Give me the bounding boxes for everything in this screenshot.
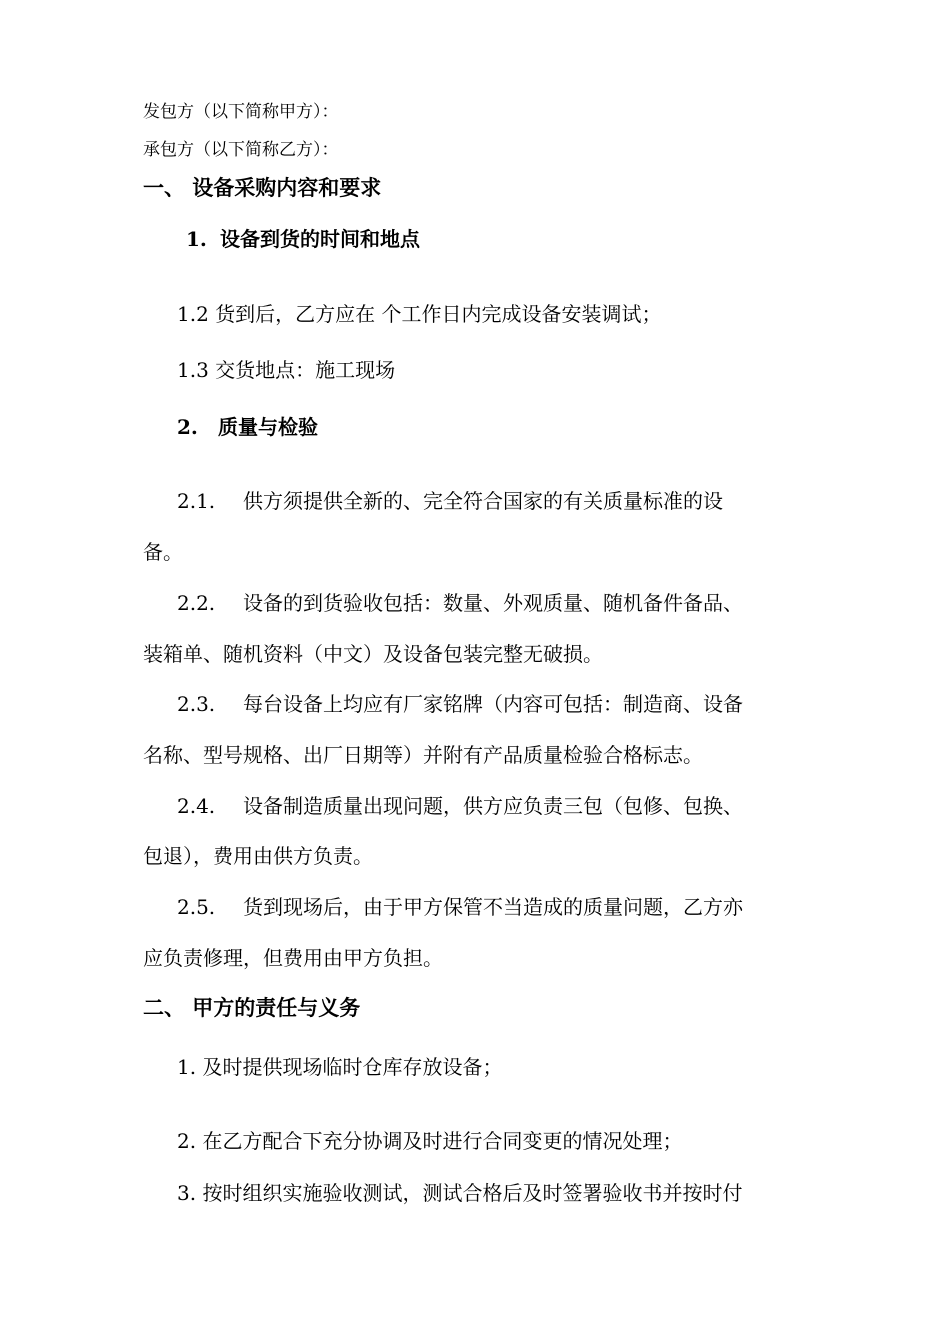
item-text: 供方须提供全新的、完全符合国家的有关质量标准的设: [243, 489, 723, 513]
item-number: 2.4.: [177, 794, 216, 818]
item-2-4-line2: 包退），费用由供方负责。: [143, 844, 373, 868]
item-number: 2.5.: [177, 895, 216, 919]
section-2-heading: 二、 甲方的责任与义务: [143, 995, 361, 1020]
section-2-item-3: 3. 按时组织实施验收测试，测试合格后及时签署验收书并按时付: [177, 1181, 743, 1205]
section-1-heading: 一、 设备采购内容和要求: [143, 175, 382, 200]
subsection-2-title: 质量与检验: [218, 415, 318, 439]
item-2-5-line1: [177, 891, 743, 920]
item-2-5-line2: 应负责修理，但费用由甲方负担。: [143, 946, 443, 970]
item-text: 货到现场后，由于甲方保管不当造成的质量问题，乙方亦: [243, 895, 743, 919]
item-2-1-line2: 备。: [143, 540, 183, 564]
subsection-1-number: 1.: [186, 227, 207, 251]
party-a-line: 发包方（以下简称甲方）：: [143, 102, 339, 122]
party-b-line: 承包方（以下简称乙方）：: [143, 140, 339, 160]
item-text: 每台设备上均应有厂家铭牌（内容可包括：制造商、设备: [243, 692, 743, 716]
item-2-3-line1: [177, 688, 743, 717]
section-2-item-2: 2. 在乙方配合下充分协调及时进行合同变更的情况处理；: [177, 1129, 683, 1153]
item-2-4-line1: [177, 790, 743, 819]
item-number: 2.2.: [177, 591, 216, 615]
section-2-item-1: 1. 及时提供现场临时仓库存放设备；: [177, 1055, 503, 1079]
item-number: 2.1.: [177, 489, 216, 513]
item-2-2-line1: [177, 587, 743, 616]
item-text: 设备的到货验收包括：数量、外观质量、随机备件备品、: [243, 591, 743, 615]
item-2-2-line2: 装箱单、随机资料（中文）及设备包装完整无破损。: [143, 642, 603, 666]
subsection-1-title: 设备到货的时间和地点: [220, 227, 420, 251]
item-text: 设备制造质量出现问题，供方应负责三包（包修、包换、: [243, 794, 743, 818]
item-2-3-line2: 名称、型号规格、出厂日期等）并附有产品质量检验合格标志。: [143, 743, 703, 767]
item-number: 2.3.: [177, 692, 216, 716]
subsection-2-number: 2.: [177, 415, 198, 439]
subsection-2-heading: [177, 411, 318, 440]
item-1-3: 1.3 交货地点：施工现场: [177, 358, 396, 382]
subsection-1-heading: [186, 223, 420, 252]
item-1-2: 1.2 货到后，乙方应在 个工作日内完成设备安装调试；: [177, 302, 662, 326]
item-2-1-line1: [177, 485, 723, 514]
